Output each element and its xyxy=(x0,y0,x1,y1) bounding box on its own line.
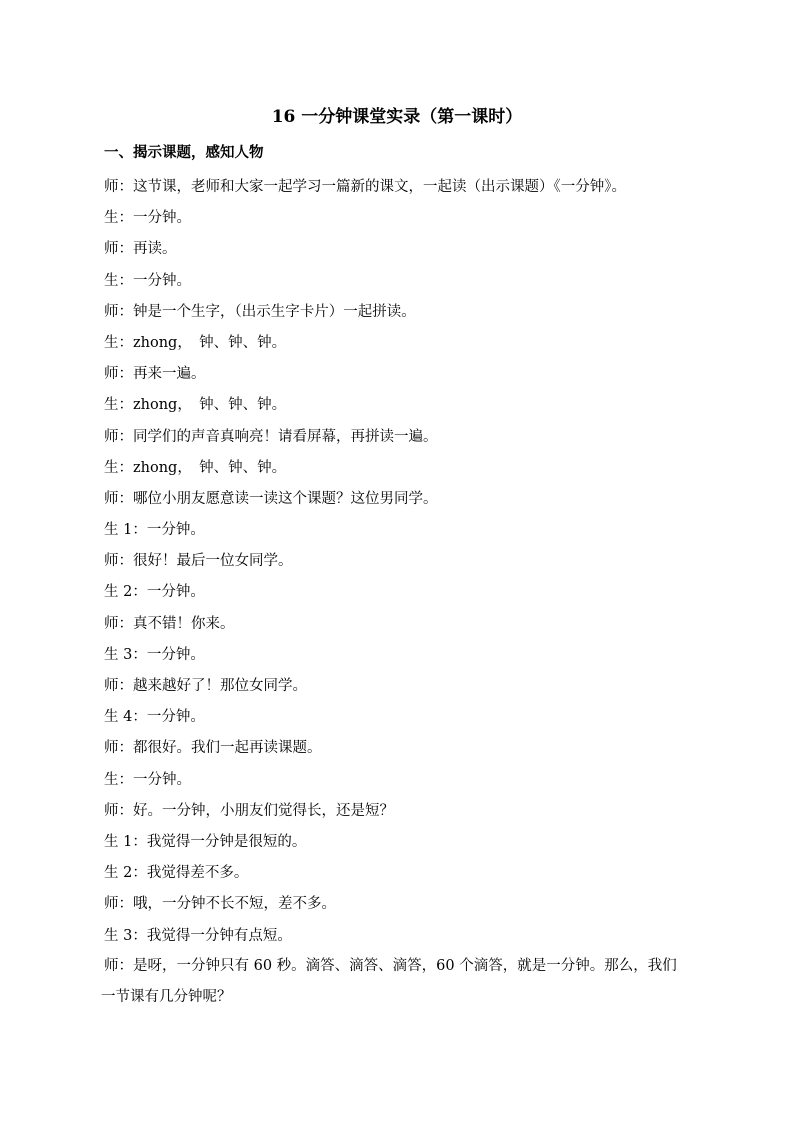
dialogue-line: 生：一分钟。 xyxy=(104,771,191,788)
dialogue-line: 生：zhong， 钟、钟、钟。 xyxy=(104,459,287,476)
dialogue-line: 生：一分钟。 xyxy=(104,272,191,289)
dialogue-line: 生 3：我觉得一分钟有点短。 xyxy=(104,927,292,944)
dialogue-line: 师：好。一分钟，小朋友们觉得长，还是短？ xyxy=(104,802,394,819)
dialogue-list xyxy=(104,172,724,952)
dialogue-line: 生 2：我觉得差不多。 xyxy=(104,865,249,882)
dialogue-line: 生 3：一分钟。 xyxy=(104,646,205,663)
final-paragraph xyxy=(101,951,726,1013)
dialogue-line: 生 1：一分钟。 xyxy=(104,522,205,539)
dialogue-line: 师：这节课，老师和大家一起学习一篇新的课文，一起读（出示课题）《一分钟》。 xyxy=(104,179,626,195)
dialogue-line: 生 4：一分钟。 xyxy=(104,709,205,726)
dialogue-line: 生 2：一分钟。 xyxy=(104,584,205,601)
dialogue-line: 师：同学们的声音真响亮！请看屏幕，再拼读一遍。 xyxy=(104,428,438,445)
dialogue-line: 师：钟是一个生字，（出示生字卡片）一起拼读。 xyxy=(104,303,416,320)
section-heading: 一、揭示课题，感知人物 xyxy=(104,144,264,161)
dialogue-line: 师：很好！最后一位女同学。 xyxy=(104,553,293,570)
dialogue-line: 生：一分钟。 xyxy=(104,210,191,227)
dialogue-line: 师：再读。 xyxy=(104,241,177,258)
dialogue-line: 师：哪位小朋友愿意读一读这个课题？这位男同学。 xyxy=(104,490,438,507)
dialogue-line: 师：哦，一分钟不长不短，差不多。 xyxy=(104,896,336,913)
final-paragraph-line-2: 一节课有几分钟呢？ xyxy=(101,989,232,1005)
document-title: 16 一分钟课堂实录（第一课时） xyxy=(271,107,523,127)
dialogue-line: 生：zhong， 钟、钟、钟。 xyxy=(104,334,287,351)
dialogue-line: 师：真不错！你来。 xyxy=(104,615,235,632)
final-paragraph-line-1: 师：是呀，一分钟只有 60 秒。滴答、滴答、滴答，60 个滴答，就是一分钟。那么，我们 xyxy=(104,958,677,974)
dialogue-line: 生 1：我觉得一分钟是很短的。 xyxy=(104,833,307,850)
dialogue-line: 师：都很好。我们一起再读课题。 xyxy=(104,740,322,757)
dialogue-line: 师：再来一遍。 xyxy=(104,366,206,383)
dialogue-line: 生：zhong， 钟、钟、钟。 xyxy=(104,397,287,414)
dialogue-line: 师：越来越好了！那位女同学。 xyxy=(104,678,307,694)
